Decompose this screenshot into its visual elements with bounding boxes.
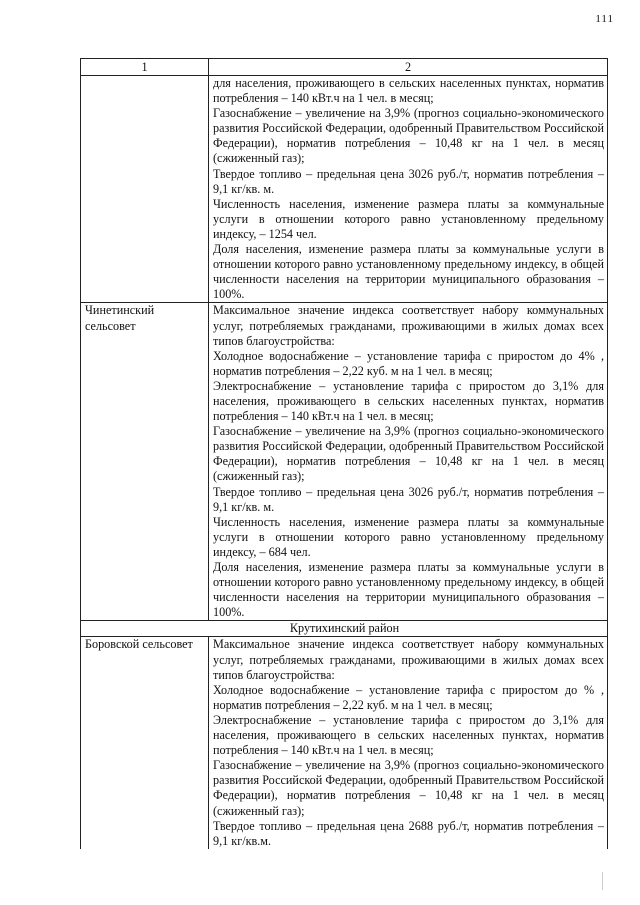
description-paragraph: Газоснабжение – увеличение на 3,9% (прогноз социально-экономического развития Российской Федерации, одобренный Правительством Российской Федерации), норматив потребления – 10,48 кг на 1 чел. в месяц (сжиженный газ); [213, 106, 604, 166]
description-paragraph: Холодное водоснабжение – установление тарифа с приростом до 4% , норматив потребления – 2,22 куб. м на 1 чел. в месяц; [213, 348, 604, 378]
description-paragraph: Холодное водоснабжение – установление тарифа с приростом до % , норматив потребления – 2,22 куб. м на 1 чел. в месяц; [213, 682, 604, 712]
scan-margin-mark [602, 872, 603, 890]
description-paragraph: Газоснабжение – увеличение на 3,9% (прогноз социально-экономического развития Российской Федерации, одобренный Правительством Российской Федерации), норматив потребления – 10,48 кг на 1 чел. в месяц (сжиженный газ); [213, 424, 604, 484]
description-paragraph: Электроснабжение – установление тарифа с приростом до 3,1% для населения, проживающего в сельских населенных пунктах, норматив потребления – 140 кВт.ч на 1 чел. в месяц; [213, 712, 604, 758]
municipality-name [81, 76, 209, 303]
index-description [209, 637, 608, 849]
index-description [209, 303, 608, 621]
index-table [80, 58, 608, 849]
region-heading: Крутихинский район [81, 621, 608, 637]
description-paragraph: Максимальное значение индекса соответствует набору коммунальных услуг, потребляемых гражданами, проживающими в жилых домах всех типов благоустройства: [213, 637, 604, 682]
region-heading-row [81, 621, 608, 637]
municipality-name: Чинетинский сельсовет [81, 303, 209, 621]
page-number: 111 [595, 13, 614, 25]
table-header-row [81, 59, 608, 76]
table-row [81, 303, 608, 621]
description-paragraph: Доля населения, изменение размера платы за коммунальные услуги в отношении которого равно установленному предельному индексу, в общей численности населения на территории муниципального образования – 100%. [213, 242, 604, 302]
description-paragraph: Газоснабжение – увеличение на 3,9% (прогноз социально-экономического развития Российской Федерации, одобренный Правительством Российской Федерации), норматив потребления – 10,48 кг на 1 чел. в месяц (сжиженный газ); [213, 758, 604, 818]
municipality-name: Боровской сельсовет [81, 637, 209, 849]
description-paragraph: Электроснабжение – установление тарифа с приростом до 3,1% для населения, проживающего в сельских населенных пунктах, норматив потребления – 140 кВт.ч на 1 чел. в месяц; [213, 378, 604, 424]
description-paragraph: Твердое топливо – предельная цена 3026 руб./т, норматив потребления – 9,1 кг/кв. м. [213, 484, 604, 514]
description-paragraph: Численность населения, изменение размера платы за коммунальные услуги в отношении которого равно установленному предельному индексу, – 1254 чел. [213, 196, 604, 241]
description-paragraph: Численность населения, изменение размера платы за коммунальные услуги в отношении которого равно установленному предельному индексу, – 684 чел. [213, 514, 604, 559]
description-paragraph: Доля населения, изменение размера платы за коммунальные услуги в отношении которого равно установленному предельному индексу, в общей численности населения на территории муниципального образования – 100%. [213, 560, 604, 620]
table-row [81, 76, 608, 303]
description-paragraph: Твердое топливо – предельная цена 2688 руб./т, норматив потребления – 9,1 кг/кв.м. [213, 818, 604, 848]
description-paragraph: для населения, проживающего в сельских населенных пунктах, норматив потребления – 140 кВт.ч на 1 чел. в месяц; [213, 76, 604, 106]
table-row [81, 637, 608, 849]
description-paragraph: Максимальное значение индекса соответствует набору коммунальных услуг, потребляемых гражданами, проживающими в жилых домах всех типов благоустройства: [213, 303, 604, 348]
index-description [209, 76, 608, 303]
column-header-2: 2 [209, 59, 608, 76]
description-paragraph: Твердое топливо – предельная цена 3026 руб./т, норматив потребления – 9,1 кг/кв. м. [213, 166, 604, 196]
column-header-1: 1 [81, 59, 209, 76]
